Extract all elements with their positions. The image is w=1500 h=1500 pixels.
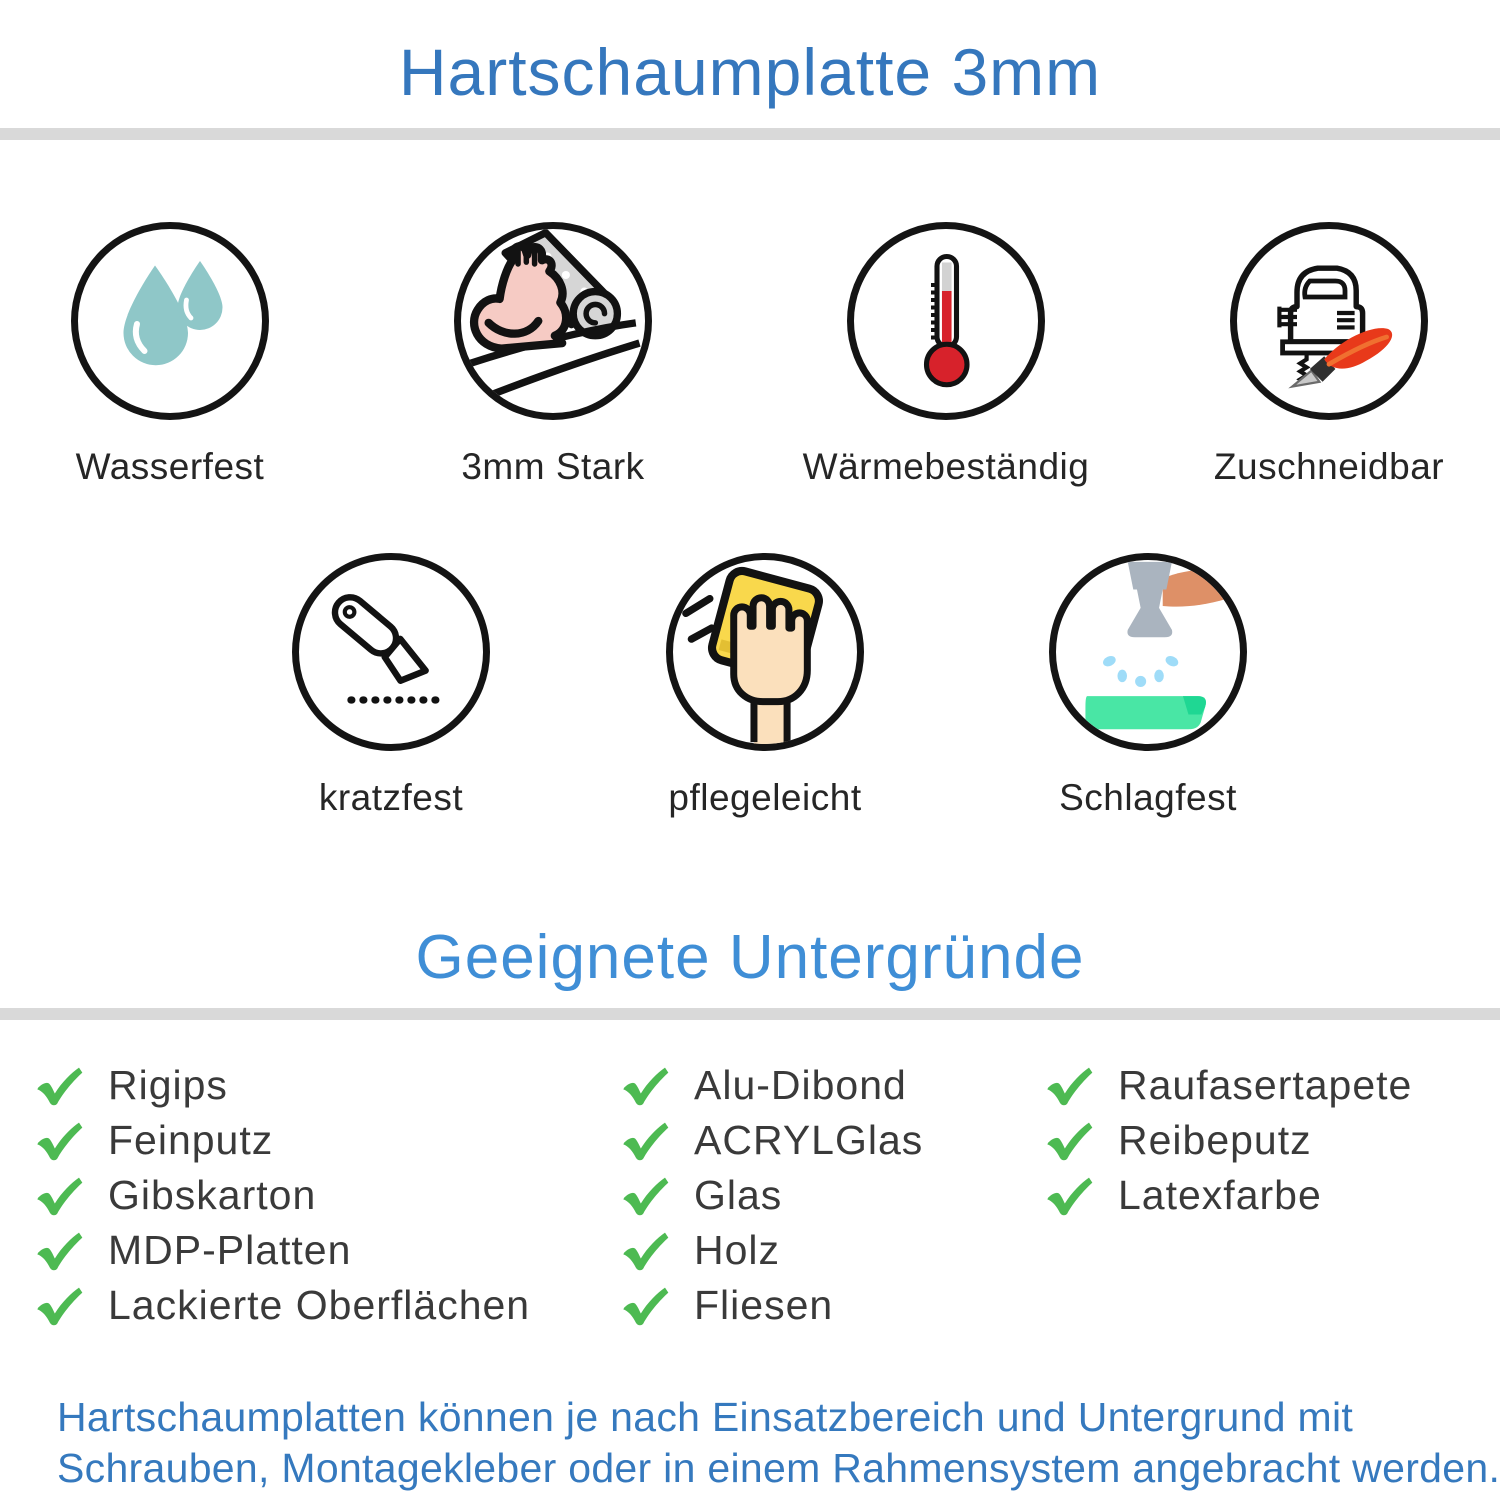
muscle-arm-icon <box>454 222 652 420</box>
page-title: Hartschaumplatte 3mm <box>398 35 1102 109</box>
feature-kratzfest <box>201 553 581 819</box>
feature-3mm-stark <box>363 222 743 488</box>
check-icon <box>1044 1065 1094 1107</box>
list-item <box>620 1058 923 1113</box>
feature-zuschneidbar <box>1139 222 1500 488</box>
check-icon <box>620 1120 670 1162</box>
check-icon <box>1044 1120 1094 1162</box>
list-item <box>620 1168 923 1223</box>
list-item <box>620 1278 923 1333</box>
list-item-label: ACRYLGlas <box>694 1117 924 1163</box>
list-item-label: Rigips <box>108 1062 228 1108</box>
feature-label: Wärmebeständig <box>802 446 1090 487</box>
list-item <box>34 1113 530 1168</box>
list-item-label: Holz <box>694 1227 781 1273</box>
utility-knife-icon <box>292 553 490 751</box>
list-item <box>620 1113 923 1168</box>
mounting-note <box>57 1392 1500 1494</box>
list-item-label: Alu-Dibond <box>694 1062 907 1108</box>
check-icon <box>620 1175 670 1217</box>
list-item <box>34 1058 530 1113</box>
section-title-untergruende: Geeignete Untergründe <box>415 923 1085 992</box>
list-item-label: Feinputz <box>108 1117 274 1163</box>
list-item-label: Lackierte Oberflächen <box>108 1282 531 1328</box>
mounting-note-line-1: Hartschaumplatten können je nach Einsatzbereich und Untergrund mit <box>57 1394 1354 1440</box>
list-item <box>1044 1113 1412 1168</box>
check-icon <box>34 1120 84 1162</box>
list-item <box>620 1223 923 1278</box>
check-icon <box>620 1230 670 1272</box>
feature-label: Zuschneidbar <box>1213 446 1445 487</box>
check-icon <box>34 1230 84 1272</box>
feature-pflegeleicht <box>575 553 955 819</box>
feature-wasserfest <box>0 222 360 488</box>
check-icon <box>34 1065 84 1107</box>
feature-label: Schlagfest <box>1059 777 1237 818</box>
list-item-label: Gibskarton <box>108 1172 317 1218</box>
jigsaw-icon <box>1230 222 1428 420</box>
feature-label: kratzfest <box>318 777 464 818</box>
substrate-column-3 <box>1044 1058 1412 1223</box>
divider-bar-top <box>0 128 1500 140</box>
list-item-label: Fliesen <box>694 1282 834 1328</box>
feature-label: pflegeleicht <box>668 777 862 818</box>
hammer-icon <box>1049 553 1247 751</box>
check-icon <box>34 1175 84 1217</box>
feature-schlagfest <box>958 553 1338 819</box>
list-item <box>34 1223 530 1278</box>
feature-label: Wasserfest <box>75 446 265 487</box>
list-item-label: Glas <box>694 1172 783 1218</box>
check-icon <box>34 1285 84 1327</box>
list-item-label: Reibeputz <box>1118 1117 1312 1163</box>
mounting-note-line-2: Schrauben, Montagekleber oder in einem Rahmensystem angebracht werden. <box>57 1445 1500 1491</box>
list-item <box>34 1168 530 1223</box>
cleaning-hand-icon <box>666 553 864 751</box>
substrate-column-1 <box>34 1058 530 1333</box>
list-item <box>34 1278 530 1333</box>
check-icon <box>1044 1175 1094 1217</box>
feature-waermebestaendig <box>756 222 1136 488</box>
list-item-label: Raufasertapete <box>1118 1062 1413 1108</box>
check-icon <box>620 1065 670 1107</box>
list-item-label: Latexfarbe <box>1118 1172 1322 1218</box>
divider-bar-middle <box>0 1008 1500 1020</box>
list-item <box>1044 1058 1412 1113</box>
water-drops-icon <box>71 222 269 420</box>
list-item <box>1044 1168 1412 1223</box>
check-icon <box>620 1285 670 1327</box>
list-item-label: MDP-Platten <box>108 1227 352 1273</box>
thermometer-icon <box>847 222 1045 420</box>
substrate-column-2 <box>620 1058 923 1333</box>
feature-label: 3mm Stark <box>461 446 645 487</box>
